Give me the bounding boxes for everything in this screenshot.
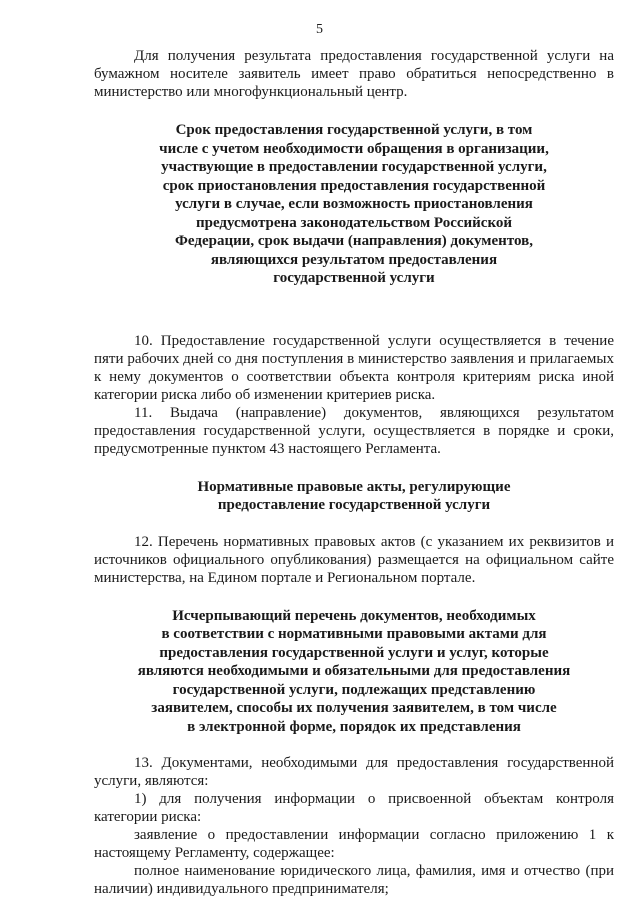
heading-line: в соответствии с нормативными правовыми актами для [161,626,547,642]
heading-line: предоставление государственной услуги [217,497,491,513]
paragraph-13-full-name: полное наименование юридического лица, фамилия, имя и отчество (при наличии) индивидуального предпринимателя; [94,863,614,897]
heading-line: срок приостановления предоставления государственной [162,177,546,194]
heading-line: Срок предоставления государственной услуги, в том [175,122,533,138]
paragraph-10: 10. Предоставление государственной услуги осуществляется в течение пяти рабочих дней со дня поступления в министерство заявления и прилагаемых к нему документов о соответствии объекта контроля критериям риска иной категории риска либо об изменении критериев риска. [94,332,614,403]
paragraph-13-application: заявление о предоставлении информации согласно приложению 1 к настоящему Регламенту, содержащее: [94,827,614,861]
paragraph-13: 13. Документами, необходимыми для предоставления государственной услуги, являются: [94,755,614,789]
heading-line: Нормативные правовые акты, регулирующие [197,478,511,495]
heading-line: Федерации, срок выдачи (направления) документов, [175,233,533,249]
heading-line: в электронной форме, порядок их представления [187,718,521,735]
section-heading-documents [94,607,614,737]
section-heading-legal-acts [94,478,614,515]
heading-line: являющихся результатом предоставления [210,251,498,268]
page-number: 5 [316,22,323,37]
paragraph-12: 12. Перечень нормативных правовых актов (с указанием их реквизитов и источников официального опубликования) размещается на официальном сайте министерства, на Едином портале и Региональном портале. [94,533,614,586]
heading-line: услуги в случае, если возможность приостановления [175,196,533,212]
heading-line: участвующие в предоставлении государственной услуги, [161,159,547,175]
paragraph-13-item-1: 1) для получения информации о присвоенной объектам контроля категории риска: [94,791,614,825]
paragraph-intro: Для получения результата предоставления государственной услуги на бумажном носителе заявитель имеет право обратиться непосредственно в министерство или многофункциональный центр. [94,48,614,100]
document-body [94,47,614,898]
section-heading-term [94,121,614,288]
heading-line: предусмотрена законодательством Российской [195,214,513,231]
heading-line: числе с учетом необходимости обращения в организации, [159,140,549,157]
heading-line: Исчерпывающий перечень документов, необходимых [172,607,536,624]
heading-line: предоставления государственной услуги и услуг, которые [159,644,549,661]
heading-line: государственной услуги, подлежащих представлению [172,681,536,698]
heading-line: заявителем, способы их получения заявителем, в том числе [151,700,557,716]
heading-line: государственной услуги [273,270,435,286]
paragraph-11: 11. Выдача (направление) документов, являющихся результатом предоставления государственной услуги, осуществляется в порядке и сроки, предусмотренные пунктом 43 настоящего Регламента. [94,404,614,457]
heading-line: являются необходимыми и обязательными для предоставления [137,663,571,679]
